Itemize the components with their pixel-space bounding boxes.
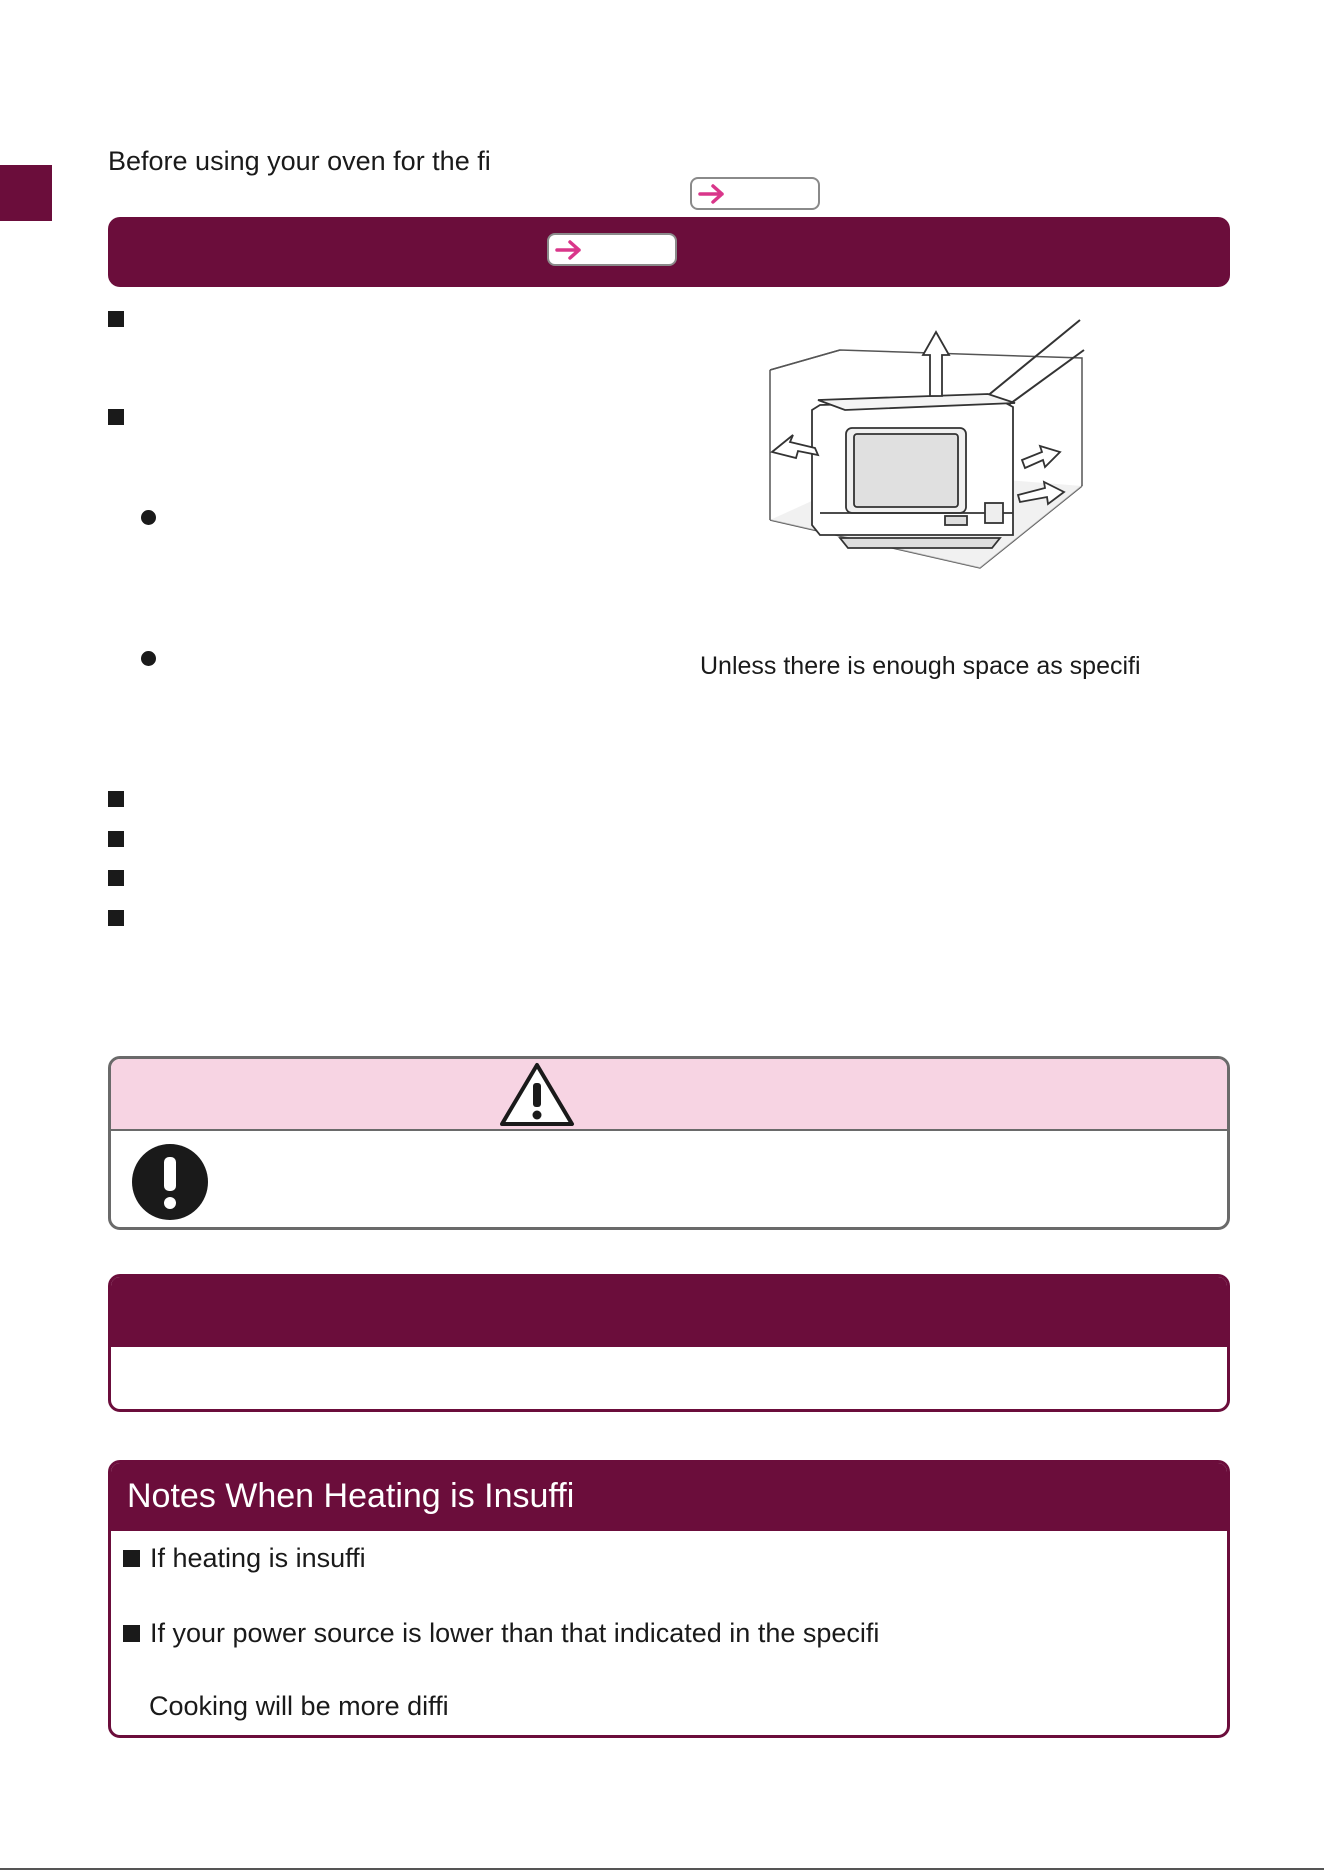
bullet-square xyxy=(108,311,124,327)
intro-text: Before using your oven for the fi xyxy=(108,146,491,176)
page-reference-box[interactable] xyxy=(690,177,820,210)
info-panel-header xyxy=(111,1277,1227,1347)
bullet-dot xyxy=(141,510,156,525)
caution-box xyxy=(108,1056,1230,1230)
bullet-square xyxy=(108,791,124,807)
notes-header xyxy=(111,1463,1227,1531)
right-arrow-icon xyxy=(698,183,728,205)
info-panel xyxy=(108,1274,1230,1412)
bullet-square xyxy=(108,910,124,926)
notes-title: Notes When Heating is Insuffi xyxy=(127,1477,575,1515)
bullet-square xyxy=(123,1625,140,1642)
section-side-tab xyxy=(0,165,52,221)
note-continuation: Cooking will be more diffi xyxy=(149,1691,449,1721)
diagram-caption: Unless there is enough space as specifi xyxy=(700,652,1141,680)
right-arrow-icon xyxy=(555,239,585,261)
bullet-square xyxy=(108,409,124,425)
bullet-square xyxy=(123,1550,140,1567)
warning-triangle-icon xyxy=(499,1061,575,1127)
notes-panel xyxy=(108,1460,1230,1738)
exclamation-circle-icon xyxy=(131,1143,209,1221)
bullet-dot xyxy=(141,651,156,666)
bottom-rule xyxy=(0,1868,1324,1870)
caution-header xyxy=(111,1059,1227,1131)
note-text: If your power source is lower than that indicated in the specifi xyxy=(150,1618,880,1648)
bullet-square xyxy=(108,870,124,886)
note-item xyxy=(123,1618,879,1649)
note-text: If heating is insuffi xyxy=(150,1543,366,1573)
page-reference-box[interactable] xyxy=(547,233,677,266)
installation-clearance-diagram xyxy=(760,310,1100,580)
bullet-square xyxy=(108,831,124,847)
note-item xyxy=(123,1543,366,1574)
